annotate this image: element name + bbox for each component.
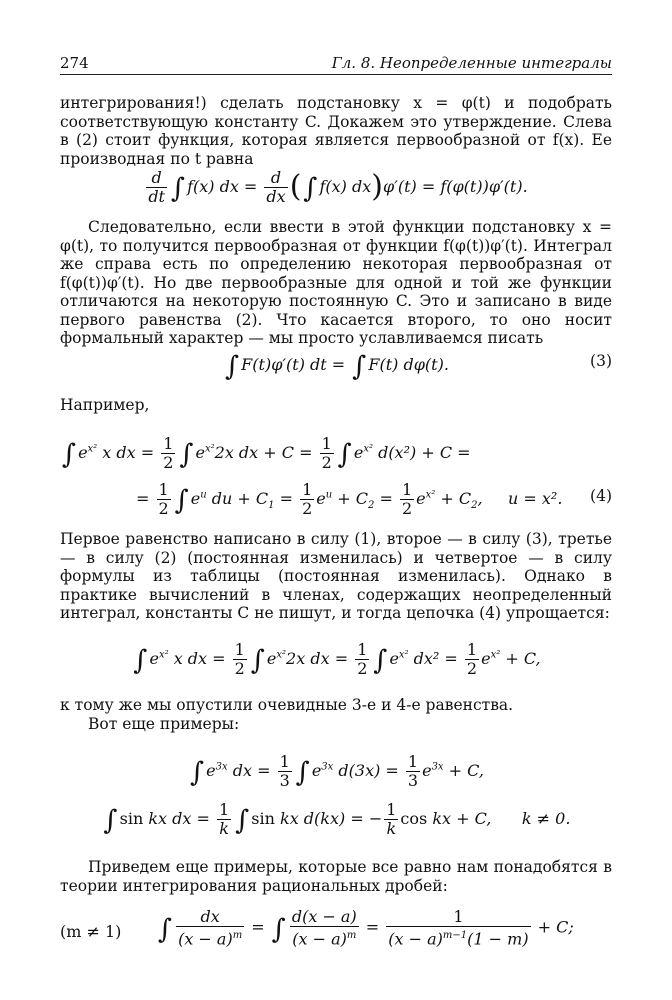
equation-8: ∫ $\frac{dx}{(x - a)^m}$ = ∫ $\frac{d(x - a)}{(x - a)^m}$ = $\frac{1}{(x - a)^{m-1}(1 - m)}$ + C;: [158, 907, 574, 949]
header-rule: [60, 74, 612, 75]
equation-8-condition: (m ≠ 1): [60, 922, 122, 941]
equation-4-label: (4): [590, 487, 612, 505]
paragraph-1: интегрирования!) сделать подстановку x = φ(t) и подобрать соответствующую константу C. Докажем это утверждение. Слева в (2) стоит функция, которая является первообразной от f(x). Ее производная по t равна: [60, 94, 612, 168]
paragraph-4: Первое равенство написано в силу (1), второе — в силу (3), третье — в силу (2) (постоянная изменилась) и четвертое — в силу формулы из таблицы (постоянная изменилась). Однако в практике вычислений в членах, содержащих неопределенный интеграл, константы C не пишут, и тогда цепочка (4) упрощается:: [60, 530, 612, 622]
equation-5: ∫ $e^{x^2}$ x dx = $\frac{1}{2}$ ∫ $e^{x^2}2x$ dx = $\frac{1}{2}$ ∫ $e^{x^2}$ dx² = $\frac{1}{2}$ $e^{x^2} + C$,: [133, 640, 541, 678]
chapter-title: Гл. 8. Неопределенные интегралы: [331, 54, 612, 72]
paragraph-5: к тому же мы опустили очевидные 3-е и 4-е равенства.: [60, 696, 514, 714]
equation-4b: = $\frac{1}{2}$ ∫ $e^u$ du + $C_1$ = $\frac{1}{2}$ $e^u + C_2$ = $\frac{1}{2}$ $e^{x^2} + C_2$, u = x².: [136, 480, 563, 518]
equation-1: $\frac{d}{dt}$ ∫ f(x) dx = $\frac{d}{dx}$ (∫ f(x) dx)φ′(t) = f(φ(t))φ′(t).: [148, 168, 528, 206]
paragraph-3: Например,: [60, 396, 150, 414]
paragraph-7: Приведем еще примеры, которые все равно нам понадобятся в теории интегрирования рациональных дробей:: [60, 858, 612, 895]
running-header: [60, 54, 612, 76]
paragraph-6: Вот еще примеры:: [88, 715, 240, 733]
equation-3-label: (3): [590, 352, 612, 370]
paragraph-2: Следовательно, если ввести в этой функции подстановку x = φ(t), то получится первообразная от функции f(φ(t))φ′(t). Интеграл же справа есть по определению некоторая первообразная от f(φ(t))φ′(t). Но две первообразные для одной и той же функции отличаются на некоторую постоянную C. Это и записано в виде первого равенства (2). Что касается второго, то оно носит формальный характер — мы просто уславливаемся писать: [60, 218, 612, 347]
equation-6: ∫ $e^{3x}$ dx = $\frac{1}{3}$ ∫ $e^{3x}$ d(3x) = $\frac{1}{3}$ $e^{3x} + C$,: [190, 752, 484, 790]
equation-4a: ∫ $e^{x^2}$ x dx = $\frac{1}{2}$ ∫ $e^{x^2}2x$ dx + C = $\frac{1}{2}$ ∫ $e^{x^2}$ d(x²) + C =: [62, 434, 471, 472]
equation-7: ∫ sin kx dx = $\frac{1}{k}$ ∫ sin kx d(kx) = − $\frac{1}{k}$ cos kx + C, k ≠ 0.: [103, 800, 571, 838]
equation-3: ∫ F(t)φ′(t) dt = ∫ F(t) dφ(t).: [225, 351, 449, 382]
page-number: 274: [60, 54, 89, 72]
